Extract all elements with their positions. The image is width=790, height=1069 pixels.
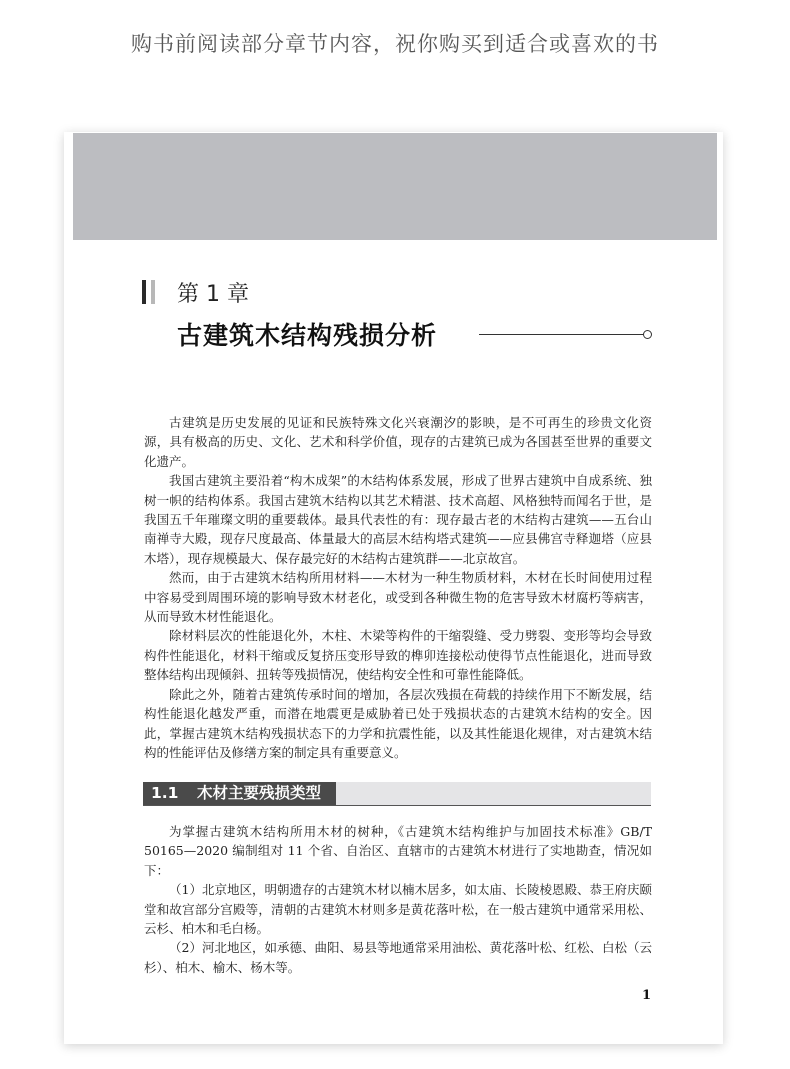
title-rule-line (479, 334, 644, 335)
section-heading (143, 782, 651, 806)
paragraph: （1）北京地区，明朝遗存的古建筑木材以楠木居多，如太庙、长陵棱恩殿、恭王府庆颐堂和故宫部分宫殿等，清朝的古建筑木材则多是黄花落叶松，在一般古建筑中通常采用松、云杉、柏木和毛白杨。 (144, 882, 652, 937)
dark-bar (142, 280, 146, 304)
section-title: 木材主要残损类型 (197, 784, 322, 802)
chapter-bar-decoration (142, 280, 162, 304)
paragraph: 然而，由于古建筑木结构所用材料——木材为一种生物质材料，木材在长时间使用过程中容易受到周围环境的影响导致木材老化，或受到各种微生物的危害导致木材腐朽等病害，从而导致木材性能退化。 (144, 570, 652, 625)
paragraph: 古建筑是历史发展的见证和民族特殊文化兴衰潮汐的影映，是不可再生的珍贵文化资源，具有极高的历史、文化、艺术和科学价值，现存的古建筑已成为各国甚至世界的重要文化遗产。 (144, 415, 652, 469)
light-bar (151, 280, 155, 304)
section-heading-label (143, 782, 336, 805)
title-rule-circle-icon (643, 330, 652, 339)
chapter-header-block (73, 133, 717, 240)
paragraph: 我国古建筑主要沿着“构木成架”的木结构体系发展，形成了世界古建筑中自成系统、独树一帜的结构体系。我国古建筑木结构以其艺术精湛、技术高超、风格独特而闻名于世，是我国五千年璀璨文明的重要载体。最具代表性的有：现存最古老的木结构古建筑——五台山南禅寺大殿，现存尺度最高、体量最大的高层木结构塔式建筑——应县佛宫寺释迦塔（应县木塔），现存规模最大、保存最完好的木结构古建筑群——北京故宫。 (144, 473, 652, 566)
book-page (64, 132, 723, 1044)
page-number: 1 (642, 988, 652, 1003)
paragraph: 除材料层次的性能退化外，木柱、木梁等构件的干缩裂缝、受力劈裂、变形等均会导致构件性能退化，材料干缩或反复挤压变形导致的榫卯连接松动使得节点性能退化，进而导致整体结构出现倾斜、扭转等残损情况，使结构安全性和可靠性能降低。 (144, 628, 652, 683)
section-text (144, 822, 652, 977)
chapter-number: 第 1 章 (177, 282, 249, 307)
preview-banner: 购书前阅读部分章节内容，祝你购买到适合或喜欢的书 (131, 32, 659, 56)
paragraph: （2）河北地区，如承德、曲阳、易县等地通常采用油松、黄花落叶松、红松、白松（云杉）、柏木、榆木、杨木等。 (144, 940, 652, 975)
intro-text (144, 413, 652, 762)
section-number: 1.1 (151, 784, 179, 802)
paragraph: 为掌握古建筑木结构所用木材的树种，《古建筑木结构维护与加固技术标准》GB/T 50165—2020 编制组对 11 个省、自治区、直辖市的古建筑木材进行了实地勘查，情况如下： (144, 824, 652, 878)
paragraph: 除此之外，随着古建筑传承时间的增加，各层次残损在荷载的持续作用下不断发展，结构性能退化越发严重，而潜在地震更是威胁着已处于残损状态的古建筑木结构的安全。因此，掌握古建筑木结构残损状态下的力学和抗震性能，以及其性能退化规律，对古建筑木结构的性能评估及修缮方案的制定具有重要意义。 (144, 686, 652, 760)
chapter-title: 古建筑木结构残损分析 (177, 321, 438, 350)
